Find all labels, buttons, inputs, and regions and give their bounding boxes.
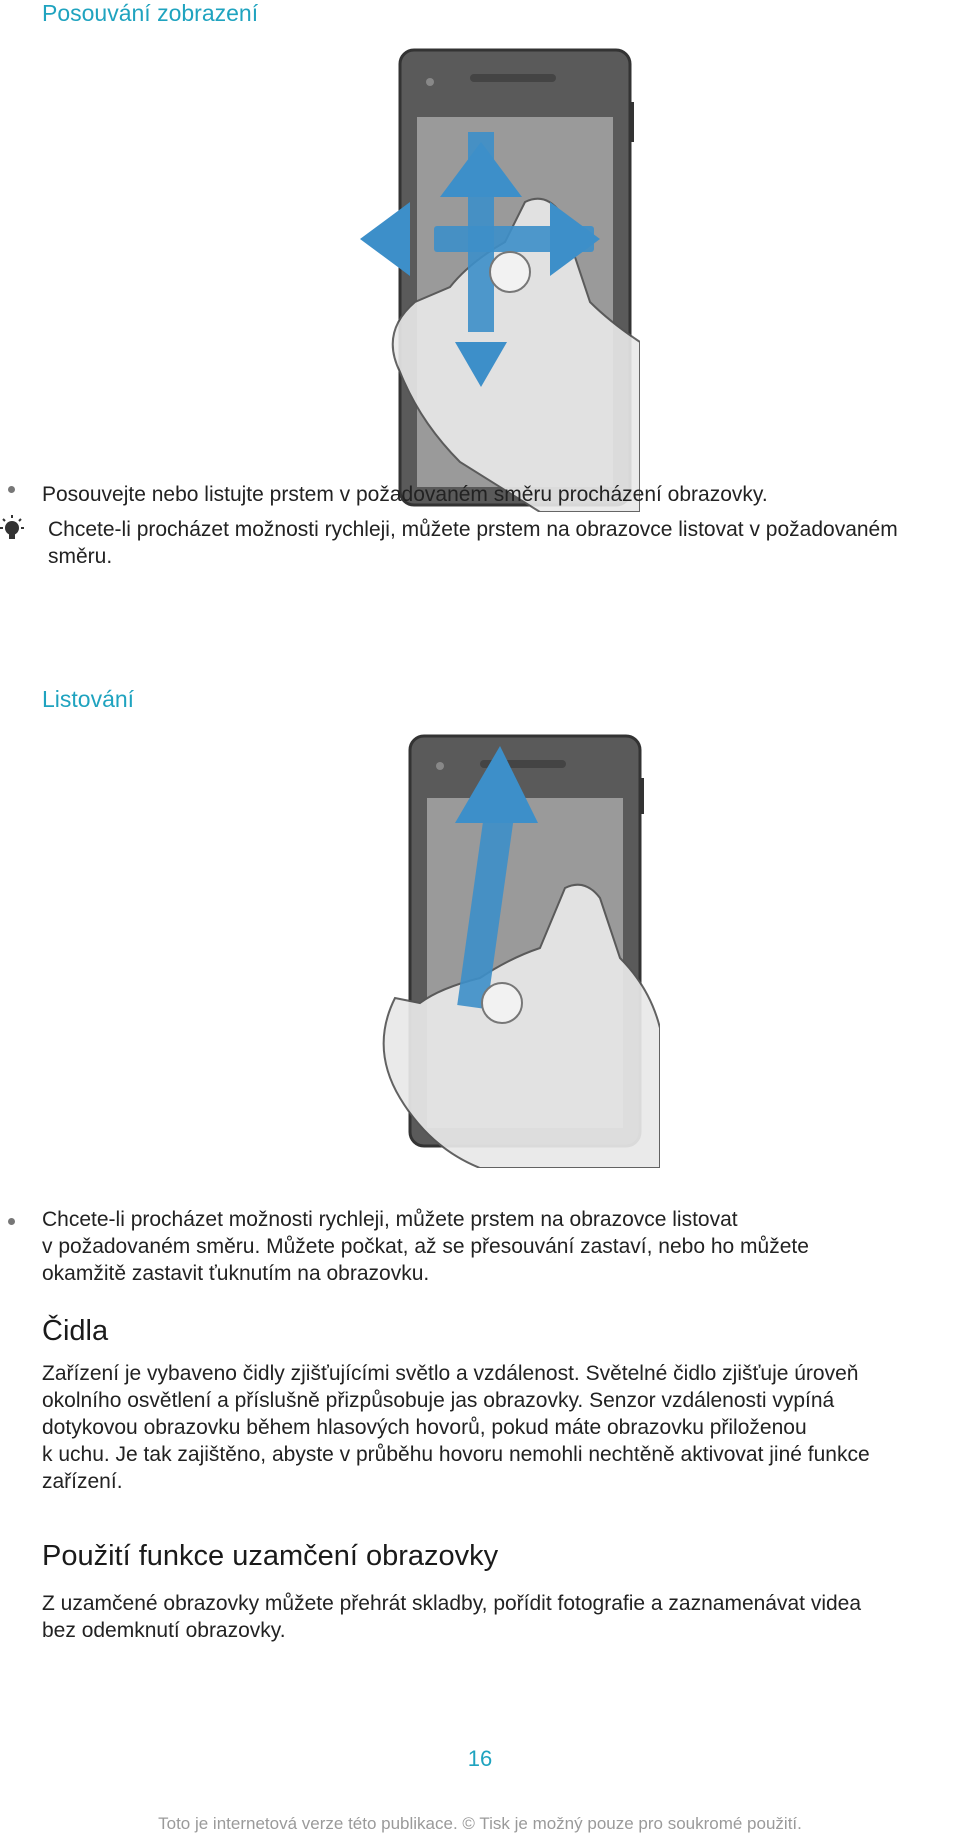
bullet-dot: [8, 1218, 15, 1225]
section-title-sensors: Čidla: [42, 1315, 109, 1347]
flick-bullet-line-2: v požadovaném směru. Můžete počkat, až se přesouvání zastaví, nebo ho můžete: [42, 1235, 809, 1258]
tip-text: Chcete-li procházet možnosti rychleji, můžete prstem na obrazovce listovat v požadovaném směru.: [48, 518, 898, 568]
fingertip: [482, 983, 522, 1023]
bullet-dot: [8, 486, 15, 493]
scroll-illustration: [340, 42, 640, 512]
fingertip: [490, 252, 530, 292]
sensors-line-2: okolního osvětlení a příslušně přizpůsobuje jas obrazovky. Senzor vzdálenosti vypíná: [42, 1389, 835, 1412]
sensors-line-1: Zařízení je vybaveno čidly zjišťujícími světlo a vzdálenost. Světelné čidlo zjišťuje úroveň: [42, 1362, 859, 1385]
section-title-flick: Listování: [42, 686, 135, 712]
lockscreen-line-1: Z uzamčené obrazovky můžete přehrát skladby, pořídit fotografie a zaznamenávat videa: [42, 1592, 862, 1615]
sensors-line-3: dotykovou obrazovku během hlasových hovorů, pokud máte obrazovku přiloženou: [42, 1416, 807, 1439]
section-title-lockscreen: Použití funkce uzamčení obrazovky: [42, 1540, 499, 1572]
camera-icon: [436, 762, 444, 770]
sensors-line-4: k uchu. Je tak zajištěno, abyste v průběhu hovoru nemohli nechtěně aktivovat jiné funkce: [42, 1443, 870, 1466]
scroll-bullet-text: Posouvejte nebo listujte prstem v požadovaném směru procházení obrazovky.: [42, 483, 768, 506]
section-title-scroll: Posouvání zobrazení: [42, 0, 259, 26]
flick-bullet-line-1: Chcete-li procházet možnosti rychleji, můžete prstem na obrazovce listovat: [42, 1208, 738, 1231]
lockscreen-line-2: bez odemknutí obrazovky.: [42, 1619, 286, 1642]
page-number: 16: [467, 1746, 493, 1771]
earpiece: [470, 74, 556, 82]
flick-bullet-line-3: okamžitě zastavit ťuknutím na obrazovku.: [42, 1262, 430, 1285]
flick-illustration: [360, 728, 660, 1168]
sensors-line-5: zařízení.: [42, 1470, 123, 1493]
tip-lightbulb-icon: [0, 514, 34, 549]
camera-icon: [426, 78, 434, 86]
footer-note: Toto je internetová verze této publikace. © Tisk je možný pouze pro soukromé použití.: [158, 1814, 802, 1833]
